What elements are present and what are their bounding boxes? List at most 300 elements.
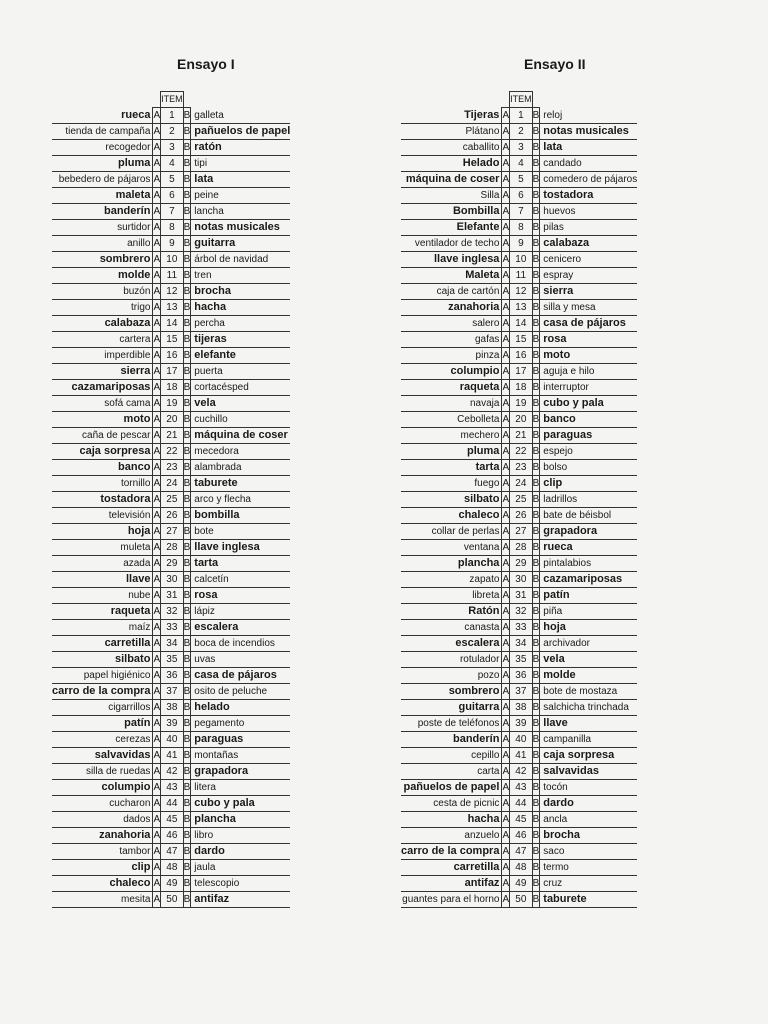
table-row: [401, 428, 637, 444]
item-word-b: dardo: [191, 844, 290, 860]
item-number: 3: [510, 140, 533, 156]
table-row: [52, 268, 290, 284]
label-b: B: [532, 188, 540, 204]
item-word-b: bote: [191, 524, 290, 540]
item-word-b: vela: [540, 652, 637, 668]
item-word-b: antifaz: [191, 892, 290, 908]
label-b: B: [532, 204, 540, 220]
item-number: 16: [161, 348, 184, 364]
item-number: 46: [161, 828, 184, 844]
item-number: 16: [510, 348, 533, 364]
item-word-b: dardo: [540, 796, 637, 812]
item-number: 7: [510, 204, 533, 220]
item-number: 15: [161, 332, 184, 348]
item-number: 17: [161, 364, 184, 380]
item-number: 36: [510, 668, 533, 684]
label-b: B: [183, 300, 191, 316]
item-word-b: calabaza: [540, 236, 637, 252]
label-b: B: [183, 284, 191, 300]
label-b: B: [532, 108, 540, 124]
label-b: B: [532, 636, 540, 652]
item-word-b: lancha: [191, 204, 290, 220]
label-a: A: [153, 316, 161, 332]
item-word-b: caja sorpresa: [540, 748, 637, 764]
item-word-a: tornillo: [52, 476, 153, 492]
table-row: [52, 860, 290, 876]
item-word-a: ventilador de techo: [401, 236, 502, 252]
item-word-b: espejo: [540, 444, 637, 460]
item-number: 12: [510, 284, 533, 300]
label-b: B: [532, 892, 540, 908]
table-row: [401, 796, 637, 812]
label-a: A: [153, 844, 161, 860]
label-a: A: [153, 156, 161, 172]
table-row: [401, 812, 637, 828]
item-number: 22: [510, 444, 533, 460]
label-b: B: [532, 508, 540, 524]
item-word-a: chaleco: [52, 876, 153, 892]
item-number: 6: [510, 188, 533, 204]
item-word-a: Cebolleta: [401, 412, 502, 428]
item-word-b: cenicero: [540, 252, 637, 268]
item-number: 39: [510, 716, 533, 732]
label-b: B: [532, 732, 540, 748]
table-row: [52, 844, 290, 860]
item-word-b: interruptor: [540, 380, 637, 396]
item-word-b: notas musicales: [191, 220, 290, 236]
item-word-a: llave inglesa: [401, 252, 502, 268]
table-row: [52, 604, 290, 620]
item-word-b: uvas: [191, 652, 290, 668]
table-row: [401, 236, 637, 252]
item-header: ITEM: [510, 92, 533, 108]
label-b: B: [183, 124, 191, 140]
label-b: B: [183, 460, 191, 476]
item-number: 24: [161, 476, 184, 492]
item-number: 50: [510, 892, 533, 908]
label-a: A: [153, 540, 161, 556]
label-a: A: [502, 524, 510, 540]
item-word-b: tocón: [540, 780, 637, 796]
item-number: 49: [510, 876, 533, 892]
label-a: A: [502, 492, 510, 508]
label-a: A: [502, 876, 510, 892]
label-b: B: [532, 556, 540, 572]
label-b: B: [532, 620, 540, 636]
item-word-b: paraguas: [540, 428, 637, 444]
table-row: [401, 364, 637, 380]
item-word-a: tarta: [401, 460, 502, 476]
label-a: A: [502, 252, 510, 268]
table-row: [401, 284, 637, 300]
label-a: A: [153, 236, 161, 252]
table-row: [52, 812, 290, 828]
table-row: [401, 268, 637, 284]
item-word-b: grapadora: [540, 524, 637, 540]
table-row: [52, 220, 290, 236]
item-word-b: clip: [540, 476, 637, 492]
item-number: 48: [510, 860, 533, 876]
label-b: B: [532, 652, 540, 668]
label-b: B: [532, 284, 540, 300]
label-b: B: [183, 780, 191, 796]
label-a: A: [502, 604, 510, 620]
table-row: [52, 796, 290, 812]
table-row: [52, 140, 290, 156]
item-word-a: plancha: [401, 556, 502, 572]
label-a: A: [502, 764, 510, 780]
label-a: A: [153, 172, 161, 188]
item-word-a: zanahoria: [52, 828, 153, 844]
table-row: [401, 108, 637, 124]
label-b: B: [183, 716, 191, 732]
table-row: [52, 588, 290, 604]
label-b: B: [532, 604, 540, 620]
item-word-a: silbato: [52, 652, 153, 668]
table-row: [401, 668, 637, 684]
label-b: B: [183, 652, 191, 668]
label-b: B: [183, 828, 191, 844]
label-b: B: [183, 748, 191, 764]
item-word-a: pañuelos de papel: [401, 780, 502, 796]
table-row: [401, 188, 637, 204]
label-a: A: [502, 748, 510, 764]
label-b: B: [532, 252, 540, 268]
table-row: [52, 556, 290, 572]
item-number: 4: [161, 156, 184, 172]
item-word-b: mecedora: [191, 444, 290, 460]
table-row: [401, 252, 637, 268]
item-number: 32: [161, 604, 184, 620]
item-word-a: rueca: [52, 108, 153, 124]
item-word-b: puerta: [191, 364, 290, 380]
label-a: A: [153, 588, 161, 604]
item-word-b: pilas: [540, 220, 637, 236]
label-a: A: [153, 204, 161, 220]
table-row: [401, 860, 637, 876]
item-word-b: pegamento: [191, 716, 290, 732]
label-a: A: [502, 668, 510, 684]
item-word-b: elefante: [191, 348, 290, 364]
item-word-a: Maleta: [401, 268, 502, 284]
label-b: B: [183, 636, 191, 652]
item-number: 49: [161, 876, 184, 892]
item-word-a: Ratón: [401, 604, 502, 620]
label-b: B: [183, 876, 191, 892]
item-number: 4: [510, 156, 533, 172]
item-word-a: imperdible: [52, 348, 153, 364]
item-number: 7: [161, 204, 184, 220]
item-word-a: maíz: [52, 620, 153, 636]
item-number: 37: [510, 684, 533, 700]
item-word-b: percha: [191, 316, 290, 332]
item-number: 26: [510, 508, 533, 524]
label-b: B: [532, 460, 540, 476]
item-word-a: silla de ruedas: [52, 764, 153, 780]
label-a: A: [153, 796, 161, 812]
label-a: A: [502, 588, 510, 604]
table-row: [52, 428, 290, 444]
table-row: [401, 300, 637, 316]
label-a: A: [502, 124, 510, 140]
label-b: B: [532, 396, 540, 412]
table-row: [52, 876, 290, 892]
table-row: [52, 396, 290, 412]
label-a: A: [502, 460, 510, 476]
label-b: B: [532, 412, 540, 428]
item-word-a: pluma: [401, 444, 502, 460]
item-number: 19: [510, 396, 533, 412]
label-a: A: [502, 860, 510, 876]
label-a: A: [153, 476, 161, 492]
table-header-row: [401, 92, 637, 108]
table-row: [401, 396, 637, 412]
item-number: 33: [161, 620, 184, 636]
item-word-a: cucharon: [52, 796, 153, 812]
label-a: A: [153, 748, 161, 764]
item-number: 5: [510, 172, 533, 188]
label-b: B: [532, 220, 540, 236]
label-a: A: [153, 684, 161, 700]
label-a: A: [153, 860, 161, 876]
label-b: B: [532, 140, 540, 156]
label-a: A: [153, 572, 161, 588]
item-number: 39: [161, 716, 184, 732]
item-word-b: sierra: [540, 284, 637, 300]
item-word-b: litera: [191, 780, 290, 796]
table-row: [401, 380, 637, 396]
item-number: 45: [161, 812, 184, 828]
item-number: 23: [161, 460, 184, 476]
item-word-b: pintalabios: [540, 556, 637, 572]
item-number: 29: [161, 556, 184, 572]
item-number: 13: [161, 300, 184, 316]
label-b: B: [183, 892, 191, 908]
item-word-b: llave inglesa: [191, 540, 290, 556]
item-number: 28: [161, 540, 184, 556]
label-b: B: [532, 700, 540, 716]
table-row: [52, 508, 290, 524]
item-word-a: Tijeras: [401, 108, 502, 124]
table-row: [401, 732, 637, 748]
label-a: A: [153, 300, 161, 316]
item-word-a: nube: [52, 588, 153, 604]
item-number: 1: [510, 108, 533, 124]
item-number: 32: [510, 604, 533, 620]
item-word-a: guantes para el horno: [401, 892, 502, 908]
label-b: B: [532, 572, 540, 588]
item-number: 13: [510, 300, 533, 316]
table-row: [52, 348, 290, 364]
item-word-b: espray: [540, 268, 637, 284]
item-number: 34: [161, 636, 184, 652]
label-a: A: [502, 540, 510, 556]
label-b: B: [532, 764, 540, 780]
item-number: 31: [161, 588, 184, 604]
item-number: 41: [161, 748, 184, 764]
table-row: [401, 332, 637, 348]
item-word-a: carro de la compra: [401, 844, 502, 860]
item-number: 22: [161, 444, 184, 460]
table-row: [52, 540, 290, 556]
item-word-a: moto: [52, 412, 153, 428]
label-a: A: [502, 428, 510, 444]
table-row: [401, 764, 637, 780]
table-row: [52, 700, 290, 716]
item-number: 10: [510, 252, 533, 268]
item-number: 21: [161, 428, 184, 444]
item-number: 10: [161, 252, 184, 268]
item-number: 41: [510, 748, 533, 764]
item-number: 42: [510, 764, 533, 780]
table-row: [52, 668, 290, 684]
item-word-b: bate de béisbol: [540, 508, 637, 524]
item-word-a: caja sorpresa: [52, 444, 153, 460]
item-word-b: candado: [540, 156, 637, 172]
label-b: B: [183, 316, 191, 332]
label-a: A: [153, 604, 161, 620]
item-word-b: árbol de navidad: [191, 252, 290, 268]
label-b: B: [183, 732, 191, 748]
label-b: B: [532, 540, 540, 556]
table-row: [52, 236, 290, 252]
table-row: [52, 316, 290, 332]
table-row: [401, 492, 637, 508]
item-word-b: casa de pájaros: [540, 316, 637, 332]
table-row: [52, 684, 290, 700]
label-a: A: [153, 764, 161, 780]
item-number: 38: [510, 700, 533, 716]
item-word-a: gafas: [401, 332, 502, 348]
item-word-b: patín: [540, 588, 637, 604]
label-a: A: [502, 796, 510, 812]
table-row: [52, 172, 290, 188]
item-number: 15: [510, 332, 533, 348]
label-a: A: [502, 220, 510, 236]
item-word-a: máquina de coser: [401, 172, 502, 188]
item-word-b: libro: [191, 828, 290, 844]
table-row: [401, 636, 637, 652]
item-number: 42: [161, 764, 184, 780]
label-a: A: [153, 124, 161, 140]
label-b: B: [183, 268, 191, 284]
label-a: A: [153, 140, 161, 156]
table-row: [52, 780, 290, 796]
label-a: A: [502, 700, 510, 716]
item-number: 34: [510, 636, 533, 652]
label-b: B: [183, 796, 191, 812]
item-word-a: libreta: [401, 588, 502, 604]
item-word-a: Bombilla: [401, 204, 502, 220]
item-number: 5: [161, 172, 184, 188]
item-number: 33: [510, 620, 533, 636]
item-word-a: buzón: [52, 284, 153, 300]
item-number: 27: [161, 524, 184, 540]
item-number: 3: [161, 140, 184, 156]
item-table: [52, 91, 290, 908]
item-word-a: mechero: [401, 428, 502, 444]
item-word-b: pañuelos de papel: [191, 124, 290, 140]
item-number: 26: [161, 508, 184, 524]
item-word-a: pozo: [401, 668, 502, 684]
item-number: 14: [161, 316, 184, 332]
table-row: [52, 108, 290, 124]
table-row: [401, 508, 637, 524]
item-number: 40: [161, 732, 184, 748]
item-word-a: silbato: [401, 492, 502, 508]
item-word-a: clip: [52, 860, 153, 876]
item-word-a: calabaza: [52, 316, 153, 332]
item-word-a: banco: [52, 460, 153, 476]
item-word-b: huevos: [540, 204, 637, 220]
label-a: A: [153, 332, 161, 348]
item-number: 23: [510, 460, 533, 476]
item-word-b: termo: [540, 860, 637, 876]
label-b: B: [532, 476, 540, 492]
item-number: 31: [510, 588, 533, 604]
label-b: B: [183, 252, 191, 268]
item-word-a: carretilla: [401, 860, 502, 876]
item-number: 43: [161, 780, 184, 796]
item-word-b: osito de peluche: [191, 684, 290, 700]
label-b: B: [183, 108, 191, 124]
label-a: A: [502, 188, 510, 204]
item-word-b: vela: [191, 396, 290, 412]
item-word-a: cazamariposas: [52, 380, 153, 396]
item-number: 48: [161, 860, 184, 876]
item-word-b: plancha: [191, 812, 290, 828]
table-row: [401, 572, 637, 588]
item-number: 35: [161, 652, 184, 668]
item-word-b: ladrillos: [540, 492, 637, 508]
item-word-b: bote de mostaza: [540, 684, 637, 700]
label-a: A: [153, 524, 161, 540]
label-b: B: [183, 396, 191, 412]
item-word-a: sofá cama: [52, 396, 153, 412]
table-row: [401, 700, 637, 716]
item-word-b: salvavidas: [540, 764, 637, 780]
item-number: 29: [510, 556, 533, 572]
table-row: [52, 460, 290, 476]
item-word-a: recogedor: [52, 140, 153, 156]
item-word-a: hacha: [401, 812, 502, 828]
table-row: [52, 620, 290, 636]
table-row: [401, 652, 637, 668]
item-word-a: sierra: [52, 364, 153, 380]
label-b: B: [532, 316, 540, 332]
label-b: B: [532, 492, 540, 508]
item-word-a: salvavidas: [52, 748, 153, 764]
item-number: 44: [161, 796, 184, 812]
table-row: [401, 748, 637, 764]
table-row: [52, 204, 290, 220]
item-header: ITEM: [161, 92, 184, 108]
table-row: [52, 652, 290, 668]
item-word-b: montañas: [191, 748, 290, 764]
label-a: A: [502, 828, 510, 844]
label-b: B: [183, 156, 191, 172]
label-a: A: [502, 476, 510, 492]
label-a: A: [502, 364, 510, 380]
item-word-a: sombrero: [401, 684, 502, 700]
item-number: 40: [510, 732, 533, 748]
item-word-a: fuego: [401, 476, 502, 492]
item-word-a: Elefante: [401, 220, 502, 236]
table-row: [401, 620, 637, 636]
item-number: 36: [161, 668, 184, 684]
table-row: [52, 188, 290, 204]
label-b: B: [183, 860, 191, 876]
